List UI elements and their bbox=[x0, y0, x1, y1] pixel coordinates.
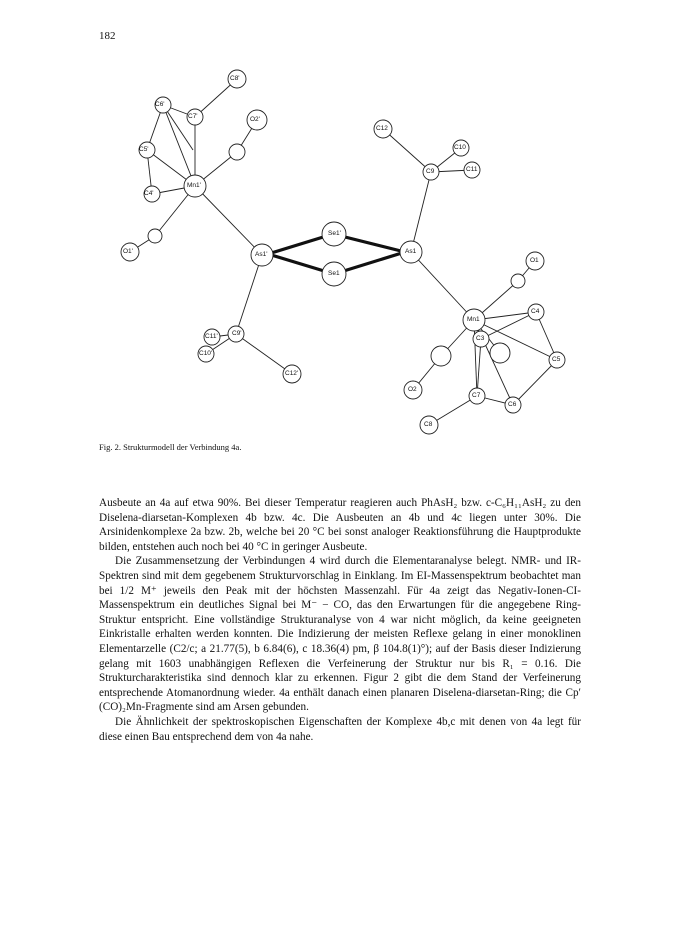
paragraph-1: Ausbeute an 4a auf etwa 90%. Bei dieser Temperatur reagieren auch PhAsH₂ bzw. c-C₆H₁₁AsH₂ zu den Diselena-diarsetan-Komplexen 4b bzw. 4c. Die Ausbeuten an 4b und 4c liegen unter 30%. Die Arsinidenkomplexe 2a bzw. 2b, welche bei 20 °C bei sonst analoger Reaktionsführung die Hauptprodukte bilden, entstehen auch noch bei 40 °C in geringer Ausbeute. bbox=[99, 497, 581, 553]
atom-label-se1-prime: Se1' bbox=[328, 230, 341, 237]
atom-label-c9-prime: C9' bbox=[232, 330, 242, 337]
atom-label-mn1-prime: Mn1' bbox=[187, 182, 201, 189]
atom-label-c6: C6 bbox=[508, 401, 517, 408]
atom-label-c5-prime: C5' bbox=[139, 146, 149, 153]
atom-label-as1-prime: As1' bbox=[255, 251, 268, 258]
atom-label-as1: As1 bbox=[405, 248, 417, 255]
atom-label-c9: C9 bbox=[426, 168, 435, 175]
atom-label-c4: C4 bbox=[531, 308, 540, 315]
atom-label-c7: C7 bbox=[472, 392, 481, 399]
figure-caption: Fig. 2. Strukturmodell der Verbindung 4a. bbox=[99, 442, 242, 452]
atom-label-se1: Se1 bbox=[328, 270, 340, 277]
paragraph-3: Die Ähnlichkeit der spektroskopischen Eigenschaften der Komplexe 4b,c mit denen von 4a legt für diese einen Bau entsprechend dem von 4a nahe. bbox=[99, 715, 581, 743]
atom-label-o2-prime: O2' bbox=[250, 116, 260, 123]
page-number: 182 bbox=[99, 30, 116, 42]
body-text bbox=[99, 496, 581, 744]
atom-label-c4-prime: C4' bbox=[144, 190, 154, 197]
atom-label-c3: C3 bbox=[476, 335, 485, 342]
atom-label-c5: C5 bbox=[552, 356, 561, 363]
atom-label-c7-prime: C7' bbox=[188, 113, 198, 120]
atom-label-c12-prime: C12' bbox=[285, 370, 299, 377]
atom-label-o2: O2 bbox=[408, 386, 417, 393]
atom-label-c11-prime: C11' bbox=[205, 333, 218, 340]
atom-label-c10-prime: C10' bbox=[199, 350, 213, 357]
atom-label-c12: C12 bbox=[376, 125, 388, 132]
atom-label-c10: C10 bbox=[454, 144, 466, 151]
atom-label-c6-prime: C6' bbox=[155, 101, 165, 108]
atom-label-mn1: Mn1 bbox=[467, 316, 480, 323]
atom-label-o1: O1 bbox=[530, 257, 539, 264]
atom-label-c8-prime: C8' bbox=[230, 75, 240, 82]
paragraph-2: Die Zusammensetzung der Verbindungen 4 wird durch die Elementaranalyse belegt. NMR- und IR-Spektren sind mit dem gegebenem Strukturvorschlag in Einklang. Im EI-Massenspektrum beobachtet man bei 1/2 M⁺ jeweils den Peak mit der höchsten Massenzahl. Für 4a zeigt das Negativ-Ionen-CI-Massenspektrum ein deutliches Signal bei M⁻ − CO, das den Erwartungen für die angegebene Ring-Struktur entspricht. Eine vollständige Strukturanalyse von 4 war nicht möglich, da keine geeigneten Einkristalle erhalten werden konnten. Die Indizierung der meisten Reflexe gelang in einer monoklinen Elementarzelle (C2/c; a 21.77(5), b 6.84(6), c 18.36(4) pm, β 104.8(1)°); auf der Basis dieser Indizierung gelang mit 1603 unabhängigen Reflexen die Verfeinerung der Struktur nur bis R₁ = 0.16. Die Strukturcharakteristika sind dennoch klar zu erkennen. Figur 2 gibt die dem Stand der Verfeinerung entsprechende Atomanordnung wieder. 4a enthält danach einen planaren Diselena-diarsetan-Ring; die Cp′(CO)₂Mn-Fragmente sind am Arsen gebunden. bbox=[99, 555, 581, 714]
atom-label-o1-prime: O1' bbox=[123, 248, 133, 255]
atom-label-c11: C11 bbox=[466, 166, 478, 173]
atom-label-c8: C8 bbox=[424, 421, 433, 428]
